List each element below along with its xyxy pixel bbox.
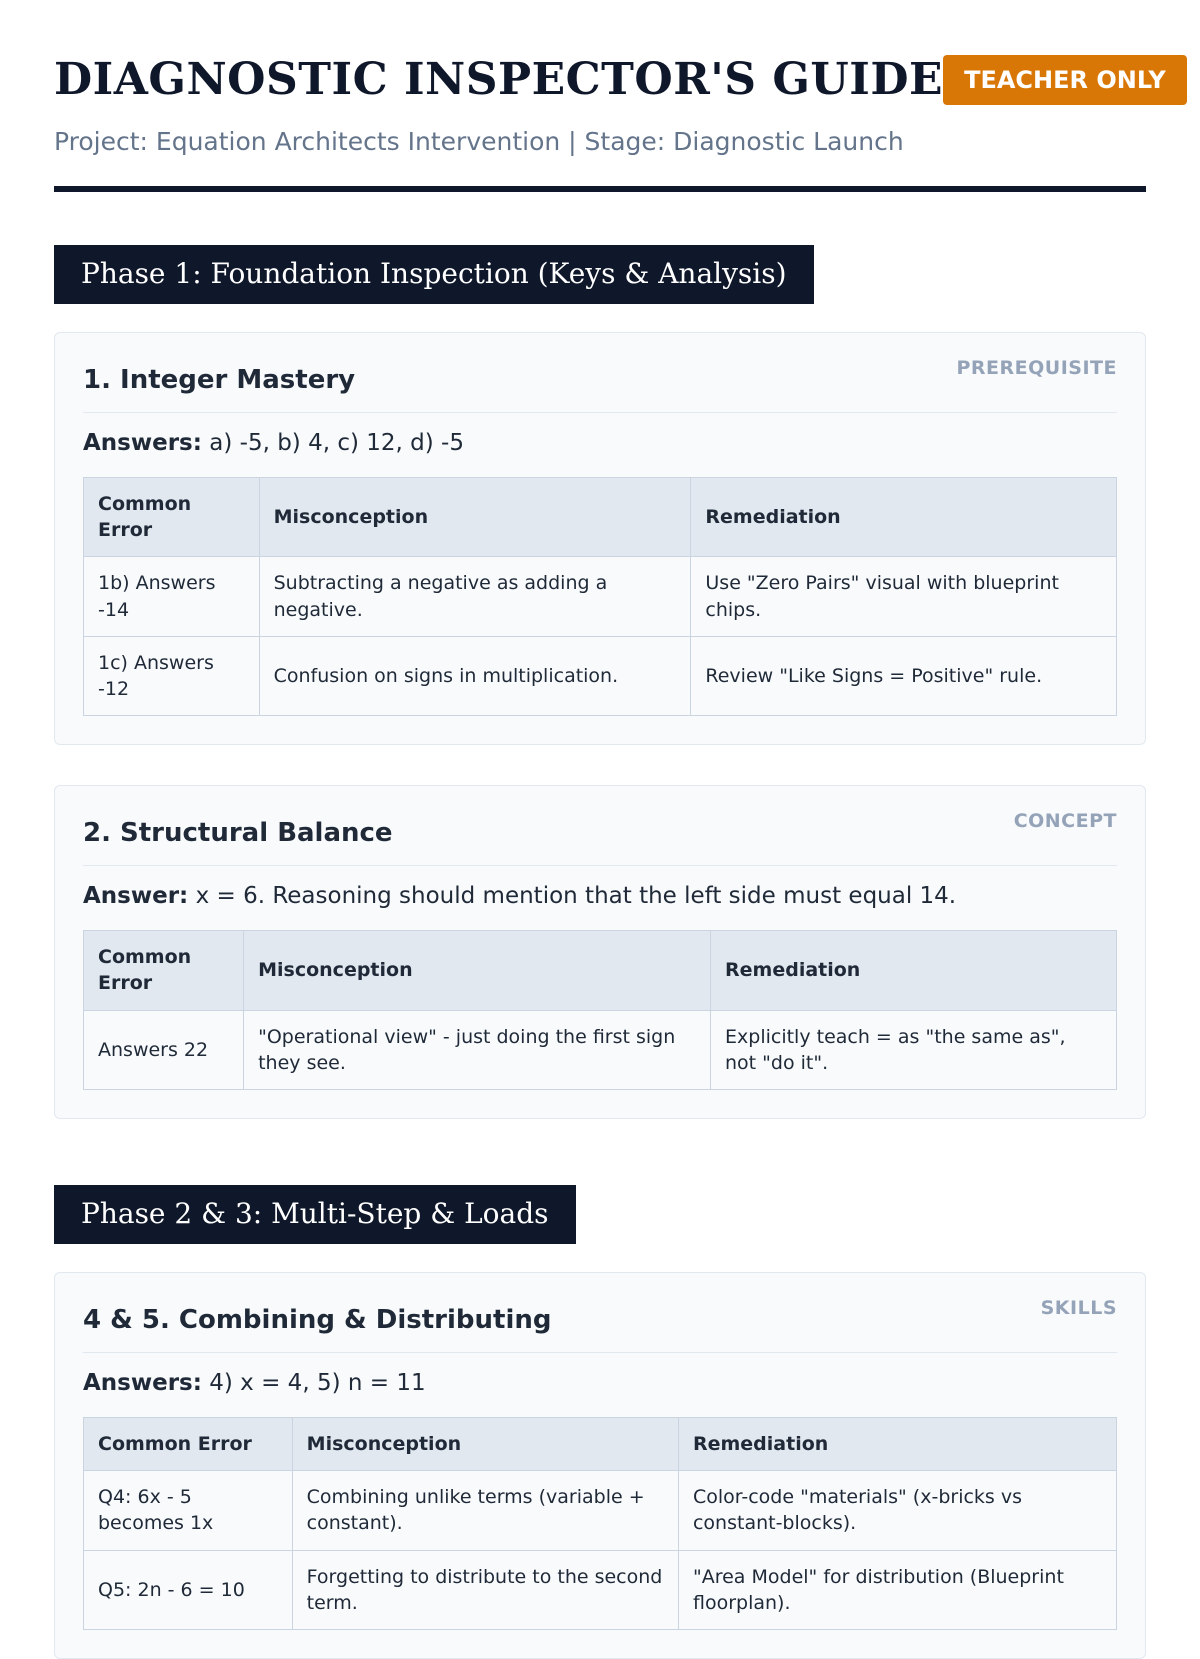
remediation-cell: Use "Zero Pairs" visual with blueprint chips.: [691, 557, 1117, 636]
document-header: [54, 0, 1166, 192]
answer-key: [83, 1369, 1117, 1399]
column-header-common-error: Common Error: [84, 477, 260, 556]
column-header-common-error: Common Error: [84, 931, 244, 1010]
answer-label: Answers:: [83, 1370, 202, 1397]
common-error-cell: 1b) Answers -14: [84, 557, 260, 636]
header-divider: [54, 186, 1146, 192]
table-row: [84, 1471, 1117, 1550]
section-title: 1. Integer Mastery: [83, 364, 356, 395]
misconception-cell: Confusion on signs in multiplication.: [259, 636, 691, 715]
section-tag: SKILLS: [1040, 1296, 1117, 1319]
remediation-cell: Color-code "materials" (x-bricks vs constant-blocks).: [678, 1471, 1116, 1550]
remediation-cell: Review "Like Signs = Positive" rule.: [691, 636, 1117, 715]
section-tag: CONCEPT: [1013, 810, 1117, 833]
remediation-cell: Explicitly teach = as "the same as", not "do it".: [711, 1010, 1117, 1089]
card-header: [83, 810, 1117, 866]
misconception-cell: Subtracting a negative as adding a negative.: [259, 557, 691, 636]
answer-label: Answers:: [83, 429, 202, 456]
table-row: [84, 1550, 1117, 1629]
error-analysis-table: [83, 1417, 1117, 1630]
section-card-structural-balance: [54, 785, 1146, 1119]
common-error-cell: Q4: 6x - 5 becomes 1x: [84, 1471, 293, 1550]
card-header: [83, 357, 1117, 413]
teacher-only-badge: TEACHER ONLY: [943, 55, 1187, 105]
phase-2-3-header: Phase 2 & 3: Multi-Step & Loads: [54, 1185, 576, 1244]
card-header: [83, 1297, 1117, 1353]
section-title: 4 & 5. Combining & Distributing: [83, 1304, 552, 1335]
column-header-misconception: Misconception: [259, 477, 691, 556]
error-analysis-table: [83, 477, 1117, 716]
table-header-row: [84, 931, 1117, 1010]
table-header-row: [84, 1418, 1117, 1471]
answer-text: 4) x = 4, 5) n = 11: [201, 1370, 426, 1397]
answer-key: [83, 429, 1117, 459]
answer-label: Answer:: [83, 883, 189, 910]
section-title: 2. Structural Balance: [83, 818, 393, 849]
section-card-combining-distributing: [54, 1272, 1146, 1659]
common-error-cell: 1c) Answers -12: [84, 636, 260, 715]
misconception-cell: Combining unlike terms (variable + constant).: [292, 1471, 678, 1550]
section-card-integer-mastery: [54, 332, 1146, 745]
column-header-remediation: Remediation: [711, 931, 1117, 1010]
title-row: [54, 54, 1166, 105]
answer-key: [83, 882, 1117, 912]
column-header-remediation: Remediation: [678, 1418, 1116, 1471]
phase-1-section: [54, 192, 1146, 1119]
answer-text: a) -5, b) 4, c) 12, d) -5: [201, 429, 464, 456]
misconception-cell: Forgetting to distribute to the second term.: [292, 1550, 678, 1629]
section-tag: PREREQUISITE: [956, 356, 1117, 379]
remediation-cell: "Area Model" for distribution (Blueprint floorplan).: [678, 1550, 1116, 1629]
answer-text: x = 6. Reasoning should mention that the left side must equal 14.: [188, 883, 957, 910]
column-header-remediation: Remediation: [691, 477, 1117, 556]
column-header-misconception: Misconception: [244, 931, 711, 1010]
phase-2-3-section: [54, 1119, 1146, 1659]
document-title: DIAGNOSTIC INSPECTOR'S GUIDE: [54, 54, 944, 105]
table-row: [84, 557, 1117, 636]
table-header-row: [84, 477, 1117, 556]
phase-1-header: Phase 1: Foundation Inspection (Keys & Analysis): [54, 245, 814, 304]
common-error-cell: Q5: 2n - 6 = 10: [84, 1550, 293, 1629]
common-error-cell: Answers 22: [84, 1010, 244, 1089]
column-header-common-error: Common Error: [84, 1418, 293, 1471]
table-row: [84, 1010, 1117, 1089]
column-header-misconception: Misconception: [292, 1418, 678, 1471]
project-subtitle: Project: Equation Architects Intervention | Stage: Diagnostic Launch: [54, 127, 904, 156]
error-analysis-table: [83, 930, 1117, 1090]
table-row: [84, 636, 1117, 715]
misconception-cell: "Operational view" - just doing the first sign they see.: [244, 1010, 711, 1089]
